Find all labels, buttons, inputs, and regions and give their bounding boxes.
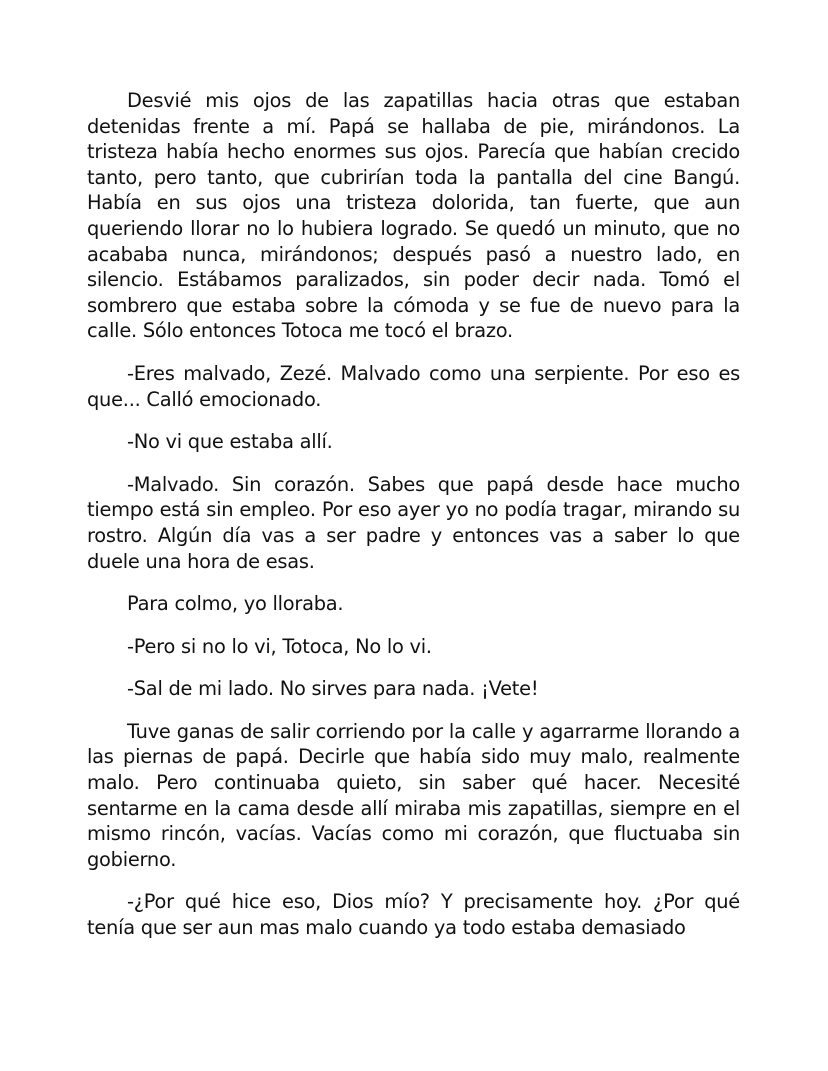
paragraph-6: -Pero si no lo vi, Totoca, No lo vi. (127, 634, 432, 658)
paragraph-1: Desvié mis ojos de las zapatillas hacia otras que estaban detenidas frente a mí. Papá se hallaba de pie, mirándonos. La tristeza había hecho enormes sus ojos. Parecía que habían crecido tanto, pero tanto, que cubrirían toda la pantalla del cine Bangú. Había en sus ojos una tristeza dolorida, tan fuerte, que aun queriendo llorar no lo hubiera logrado. Se quedó un minuto, que no acababa nunca, mirándonos; después pasó a nuestro lado, en silencio. Estábamos paralizados, sin poder decir nada. Tomó el sombrero que estaba sobre la cómoda y se fue de nuevo para la calle. Sólo entonces Totoca me tocó el brazo. (87, 89, 740, 343)
paragraph-9: -¿Por qué hice eso, Dios mío? Y precisamente hoy. ¿Por qué tenía que ser aun mas malo cuando ya todo estaba demasiado (87, 890, 740, 940)
paragraph-5: Para colmo, yo lloraba. (127, 592, 344, 616)
paragraph-4: -Malvado. Sin corazón. Sabes que papá desde hace mucho tiempo está sin empleo. Por eso ayer yo no podía tragar, mirando su rostro. Algún día vas a ser padre y entonces vas a saber lo que duele una hora de esas. (87, 472, 740, 573)
paragraph-7: -Sal de mi lado. No sirves para nada. ¡Vete! (127, 677, 539, 701)
paragraph-3: -No vi que estaba allí. (127, 430, 333, 454)
document-page (87, 88, 740, 958)
paragraph-2: -Eres malvado, Zezé. Malvado como una serpiente. Por eso es que... Calló emocionado. (87, 361, 740, 411)
paragraph-8: Tuve ganas de salir corriendo por la calle y agarrarme llorando a las piernas de papá. Decirle que había sido muy malo, realmente malo. Pero continuaba quieto, sin saber qué hacer. Necesité sentarme en la cama desde allí miraba mis zapatillas, siempre en el mismo rincón, vacías. Vacías como mi corazón, que fluctuaba sin gobierno. (87, 719, 740, 871)
